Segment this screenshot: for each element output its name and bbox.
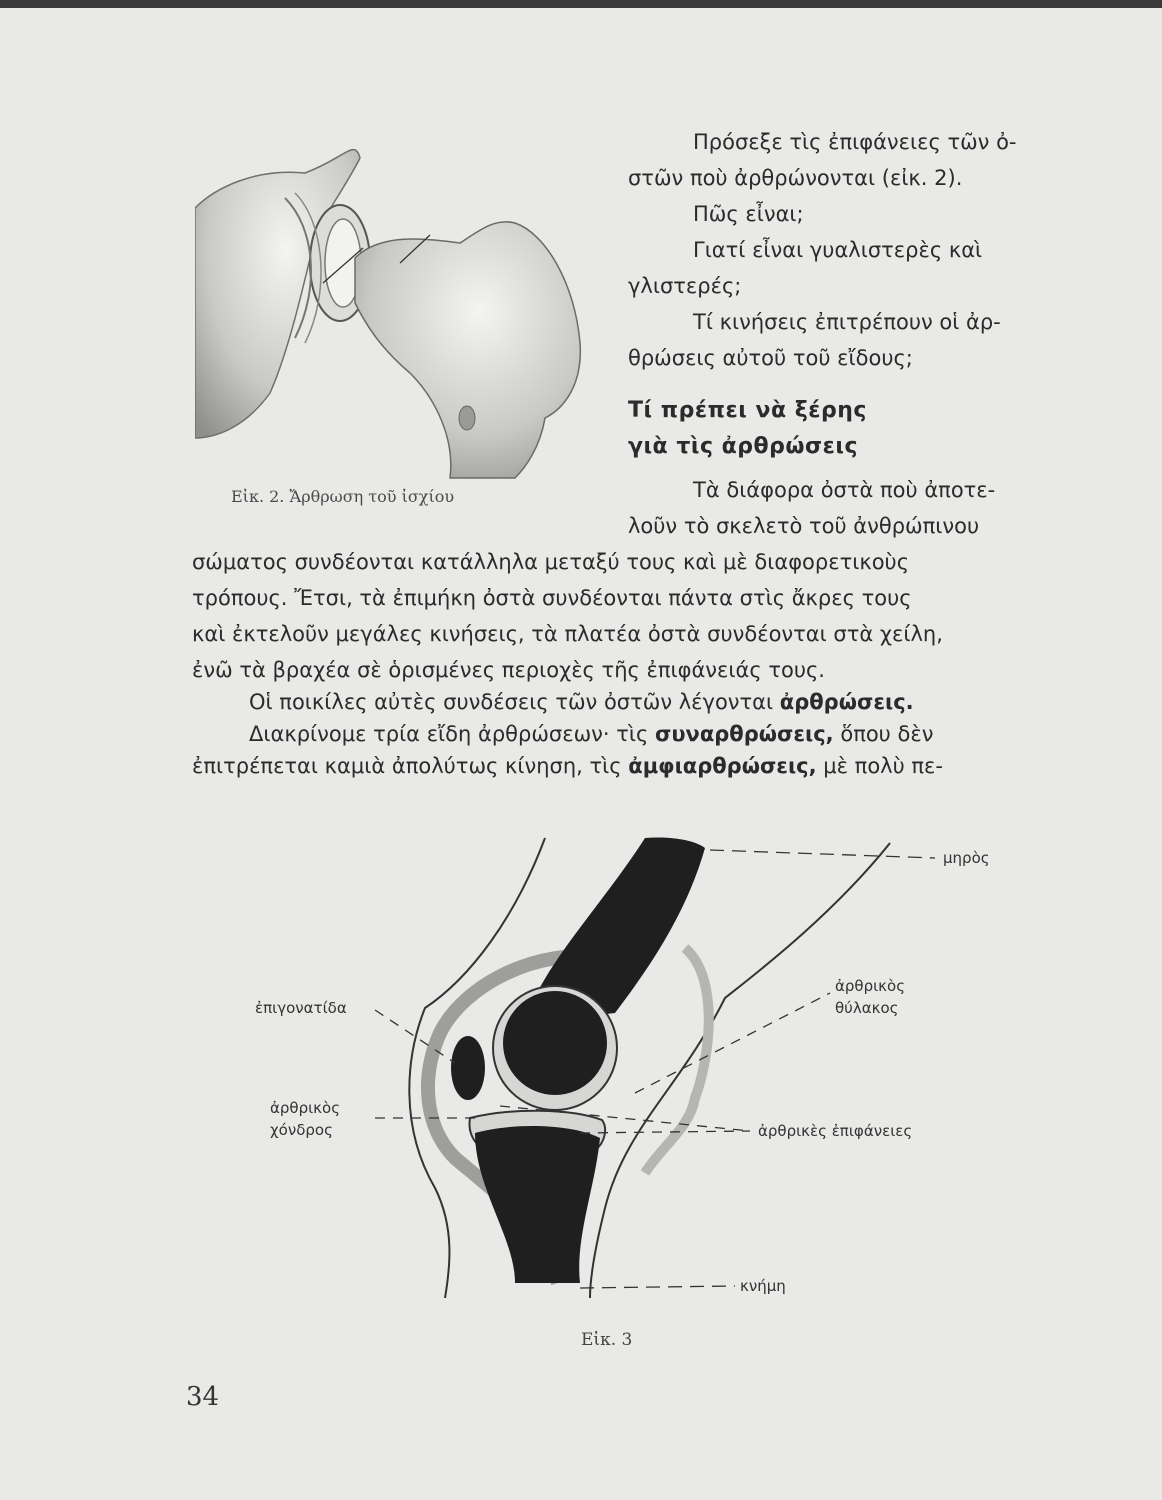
knee-figure-caption: Εἰκ. 3 — [581, 1330, 633, 1350]
term-synarthroseis: συναρθρώσεις, — [655, 722, 834, 746]
body-text: Οἱ ποικίλες αὐτὲς συνδέσεις τῶν ὀστῶν λέγονται — [249, 690, 780, 714]
label-capsule-1: ἀρθρικὸς — [835, 977, 906, 995]
body-line: σώματος συνδέονται κατάλληλα μεταξύ τους καὶ μὲ διαφορετικοὺς — [192, 550, 910, 574]
question-line: Γιατί εἶναι γυαλιστερὲς καὶ — [693, 238, 983, 262]
body-text: Διακρίνομε τρία εἴδη ἀρθρώσεων· τὶς — [249, 722, 655, 746]
label-patella: ἐπιγονατίδα — [255, 999, 347, 1017]
body-line — [249, 720, 933, 749]
question-line: γλιστερές; — [628, 274, 742, 298]
label-cartilage-2: χόνδρος — [270, 1121, 333, 1139]
label-capsule-2: θύλακος — [835, 999, 899, 1017]
label-tibia: κνήμη — [740, 1277, 786, 1295]
question-line: Τί κινήσεις ἐπιτρέπουν οἱ ἀρ- — [693, 310, 1001, 334]
term-arthroseis: ἀρθρώσεις. — [779, 690, 914, 714]
page-number: 34 — [186, 1382, 220, 1412]
scan-top-edge — [0, 0, 1162, 8]
label-articular-surfaces: ἀρθρικὲς ἐπιφάνειες — [758, 1122, 913, 1140]
body-line — [249, 688, 914, 717]
hip-joint-illustration — [195, 118, 595, 488]
label-femur: μηρὸς — [943, 849, 990, 867]
label-cartilage-1: ἀρθρικὸς — [270, 1099, 341, 1117]
body-line — [192, 752, 943, 781]
body-line: ἐνῶ τὰ βραχέα σὲ ὁρισμένες περιοχὲς τῆς ἐπιφάνειάς τους. — [192, 658, 825, 682]
term-amphiarthroseis: ἀμφιαρθρώσεις, — [628, 754, 817, 778]
hip-figure-caption: Εἰκ. 2. Ἄρθρωση τοῦ ἰσχίου — [231, 487, 455, 506]
question-line: Πρόσεξε τὶς ἐπιφάνειες τῶν ὀ- — [693, 130, 1017, 154]
body-line: τρόπους. Ἔτσι, τὰ ἐπιμήκη ὀστὰ συνδέονται πάντα στὶς ἄκρες τους — [192, 586, 912, 610]
question-line: στῶν ποὺ ἀρθρώνονται (εἰκ. 2). — [628, 166, 963, 190]
body-text: ἐπιτρέπεται καμιὰ ἀπολύτως κίνηση, τὶς — [192, 754, 629, 778]
book-page — [0, 8, 1162, 1500]
body-line: καὶ ἐκτελοῦν μεγάλες κινήσεις, τὰ πλατέα ὀστὰ συνδέονται στὰ χείλη, — [192, 622, 943, 646]
section-heading: γιὰ τὶς ἀρθρώσεις — [628, 434, 858, 459]
section-heading: Τί πρέπει νὰ ξέρης — [628, 398, 867, 423]
knee-joint-diagram — [240, 828, 1000, 1298]
body-text: ὅπου δὲν — [833, 722, 934, 746]
question-line: θρώσεις αὐτοῦ τοῦ εἴδους; — [628, 346, 913, 370]
body-line: Τὰ διάφορα ὀστὰ ποὺ ἀποτε- — [693, 478, 996, 502]
body-line: λοῦν τὸ σκελετὸ τοῦ ἀνθρώπινου — [628, 514, 980, 538]
question-line: Πῶς εἶναι; — [693, 202, 804, 226]
body-text: μὲ πολὺ πε- — [816, 754, 943, 778]
